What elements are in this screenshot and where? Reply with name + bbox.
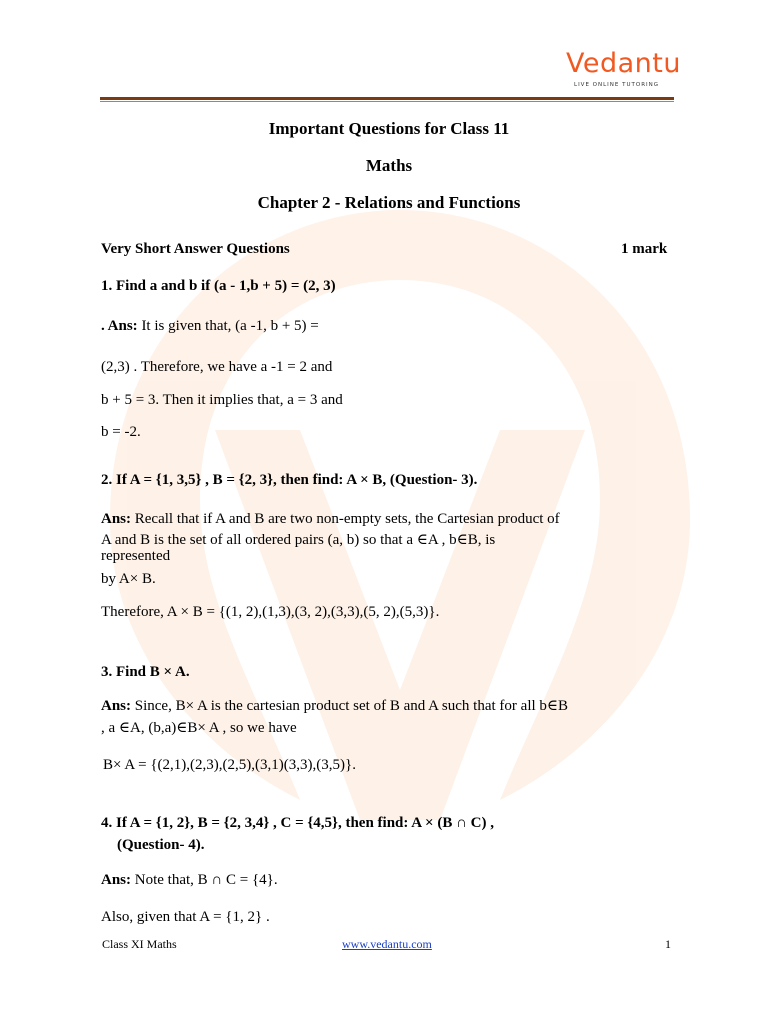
section-heading: Very Short Answer Questions xyxy=(101,241,290,257)
answer-3-line-1 xyxy=(101,696,568,715)
logo-tagline: LIVE ONLINE TUTORING xyxy=(574,82,660,88)
answer-label: Ans: xyxy=(101,511,132,527)
answer-label: Ans: xyxy=(101,872,132,888)
logo-wordmark: Vedantu xyxy=(566,48,681,79)
answer-label: Ans: xyxy=(101,698,132,714)
section-marks: 1 mark xyxy=(621,241,668,257)
answer-2-line-4: by A× B. xyxy=(101,571,156,587)
question-4-line-2: (Question- 4). xyxy=(117,837,205,853)
question-4-line-1: 4. If A = {1, 2}, B = {2, 3,4} , C = {4,5}, then find: A × (B ∩ C) , xyxy=(101,815,494,831)
answer-2-line-2: A and B is the set of all ordered pairs (a, b) so that a ∈A , b∈B, is xyxy=(101,532,496,548)
answer-text: Since, B× A is the cartesian product set of B and A such that for all b∈B xyxy=(134,698,569,714)
footer-left: Class XI Maths xyxy=(102,937,177,951)
answer-1-line-3: b + 5 = 3. Then it implies that, a = 3 and xyxy=(101,392,343,408)
header-rule-thin xyxy=(100,101,674,102)
answer-3-result: B× A = {(2,1),(2,3),(2,5),(3,1)(3,3),(3,5)}. xyxy=(103,757,356,773)
question-1: 1. Find a and b if (a - 1,b + 5) = (2, 3) xyxy=(101,278,336,294)
answer-2-line-3: represented xyxy=(101,548,171,564)
footer-website-link[interactable]: www.vedantu.com xyxy=(342,937,432,951)
answer-1-line-1 xyxy=(101,318,319,335)
answer-3-line-2: , a ∈A, (b,a)∈B× A , so we have xyxy=(101,720,297,736)
footer-link-wrap xyxy=(342,937,432,952)
question-3: 3. Find B × A. xyxy=(101,664,190,680)
answer-2-line-1 xyxy=(101,511,560,528)
header-rule xyxy=(100,97,674,100)
answer-text: Note that, B ∩ C = {4}. xyxy=(134,872,278,888)
answer-1-line-4: b = -2. xyxy=(101,424,141,440)
page-number: 1 xyxy=(665,937,671,951)
doc-title: Important Questions for Class 11 xyxy=(268,119,510,138)
question-2: 2. If A = {1, 3,5} , B = {2, 3}, then find: A × B, (Question- 3). xyxy=(101,472,478,488)
answer-4-line-2: Also, given that A = {1, 2} . xyxy=(101,909,270,925)
answer-2-result: Therefore, A × B = {(1, 2),(1,3),(3, 2),(3,3),(5, 2),(5,3)}. xyxy=(101,604,440,620)
doc-subject: Maths xyxy=(365,156,413,175)
answer-text: Recall that if A and B are two non-empty sets, the Cartesian product of xyxy=(134,511,560,527)
answer-4-line-1 xyxy=(101,872,278,889)
answer-label: . Ans: xyxy=(101,318,138,334)
vedantu-logo xyxy=(566,48,682,92)
answer-text: It is given that, (a -1, b + 5) = xyxy=(141,318,319,334)
answer-1-line-2: (2,3) . Therefore, we have a -1 = 2 and xyxy=(101,359,333,375)
doc-chapter: Chapter 2 - Relations and Functions xyxy=(257,193,521,212)
